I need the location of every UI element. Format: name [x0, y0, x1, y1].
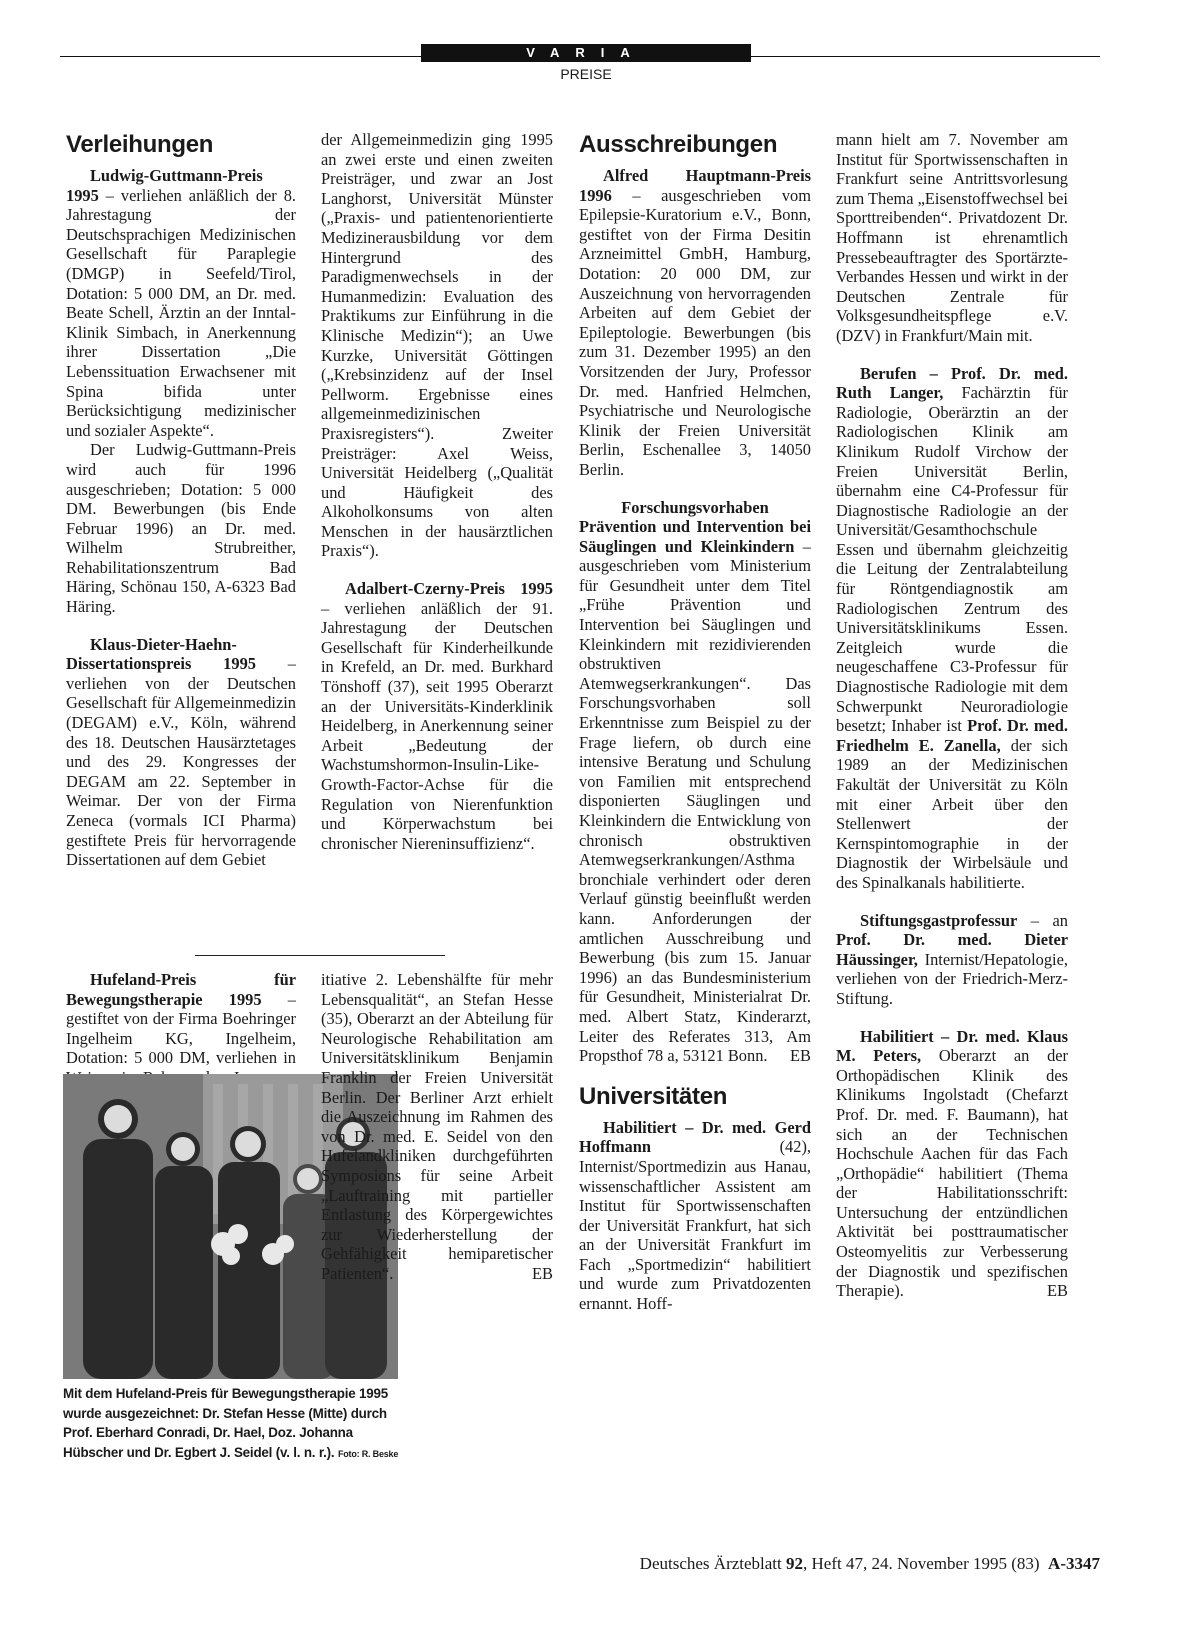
prize-title: Klaus-Dieter-Haehn-Dissertationspreis 1995: [66, 634, 256, 674]
journal-name: Deutsches Ärzteblatt: [639, 1554, 782, 1573]
paragraph: [66, 970, 296, 1088]
paragraph-text: der sich 1989 an der Medizinischen Fakultät der Universität zu Köln mit einer Arbeit über den Stellenwert der Kernspintomographie in der Diagnostik der Wirbelsäule und des Spinalkanals habilitierte.: [836, 735, 1068, 892]
column-1: [66, 130, 296, 870]
column-4: [836, 130, 1068, 1301]
paragraph-text: – gestiftet von der Firma Boehringer Ingelheim KG, Ingelheim, Dotation: 5 000 DM, verliehen in: [66, 989, 296, 1068]
hufeland-intro: [66, 970, 296, 1088]
prize-title: Prävention und Intervention bei Säuglingen und Kleinkindern: [579, 517, 811, 556]
paragraph: Der Ludwig-Guttmann-Preis wird auch für 1996 ausgeschrieben; Dotation: 5 000 DM. Bewerbungen (bis Ende Februar 1996) an Dr. med. Wilhelm Strubreither, Rehabilitationszentrum Bad Häring, Schönau 150, A-6323 Bad Häring.: [66, 440, 296, 617]
paragraph-text: – an: [1030, 910, 1068, 930]
paragraph: [836, 1027, 1068, 1301]
paragraph: [579, 517, 811, 1066]
author-sign: EB: [790, 1046, 811, 1066]
photo-caption: [63, 1384, 408, 1464]
journal-volume: 92: [786, 1554, 804, 1573]
caption-text: Mit dem Hufeland-Preis für Bewegungstherapie 1995 wurde ausgezeichnet: Dr. Stefan Hesse (Mitte) durch Prof. Eberhard Conradi, Dr. Hael, Doz. Johanna Hübscher und Dr. Egbert J. Seidel (v. l. n. r.).: [63, 1386, 389, 1460]
page-footer: [640, 1554, 1100, 1574]
paragraph: mann hielt am 7. November am Institut für Sportwissenschaften in Frankfurt seine Antrittsvorlesung zum Thema „Eisenstoffwechsel bei Sporttreibenden“. Privatdozent Dr. Hoffmann ist ehrenamtlich Pressebeauftragter des Sportärzte-Verbandes Hessen und wirkt in der Deutschen Zentrale für Volksgesundheitspflege e.V. (DZV) in Frankfurt/Main mit.: [836, 130, 1068, 345]
person-title: Habilitiert – Dr. med. Gerd Hoffmann: [579, 1117, 811, 1157]
column-3: [579, 130, 811, 1314]
paragraph: [66, 166, 296, 440]
hufeland-continued: [321, 970, 553, 1284]
person-title: Habilitiert – Dr. med. Klaus M. Peters,: [836, 1026, 1068, 1066]
author-sign: EB: [1047, 1281, 1068, 1301]
paragraph: [321, 970, 553, 1284]
person-name: Prof. Dr. med. Friedhelm E. Zanella,: [836, 716, 1068, 755]
column-2: [321, 130, 553, 853]
photo-credit: Foto: R. Beske: [337, 1448, 399, 1459]
paragraph-text: – verliehen anläßlich der 91. Jahrestagung der Deutschen Gesellschaft für Kinderheilkunde in Krefeld, an Dr. med. Burkhard Tönshoff (37), seit 1995 Oberarzt an der Universitäts-Kinderklinik Heidelberg, in Anerkennung seiner Arbeit „Bedeutung der Wachstumshormon-Insulin-Like-Growth-Factor-Achse für die Regulation von Nierenfunktion und Körperwachstum bei chronischer Niereninsuffizienz“.: [321, 598, 553, 853]
heading-verleihungen: Verleihungen: [66, 131, 214, 158]
subheading: Forschungsvorhaben: [621, 497, 769, 517]
paragraph-text: – verliehen von der Deutschen Gesellschaft für Allgemeinmedizin (DEGAM) e.V., Köln, während des 18. Deutschen Hausärztetages und des 29. Kongresses der DEGAM am 22. September in Weimar. Der von der Firma Zeneca (vormals ICI Pharma) gestiftete Preis für hervorragende Dissertationen auf dem Gebiet: [66, 654, 296, 870]
paragraph: [579, 1118, 811, 1314]
prize-title: Stiftungsgastprofessur: [860, 910, 1018, 930]
paragraph: [66, 635, 296, 870]
page-number: A-3347: [1048, 1554, 1100, 1573]
subsection-label: PREISE: [560, 66, 612, 82]
paragraph: [321, 579, 553, 853]
paragraph: [579, 166, 811, 480]
divider: [195, 955, 445, 956]
prize-title: Ludwig-Guttmann-Preis 1995: [66, 166, 263, 205]
paragraph-text: – ausgeschrieben vom Epilepsie-Kuratorium e.V., Bonn, gestiftet von der Firma Desitin Arzneimittel GmbH, Hamburg, Dotation: 20 000 DM, zur Auszeichnung von hervorragenden Arbeiten auf dem Gebiet der Epileptologie. Bewerbungen (bis zum 31. Dezember 1995) an den Vorsitzenden der Jury, Professor Dr. med. Hanfried Helmchen, Psychiatrische und Neurologische Klinik der Freien Universität Berlin, Eschenallee 3, 14050 Berlin.: [579, 185, 811, 479]
paragraph-text: – ausgeschrieben vom Ministerium für Gesundheit unter dem Titel „Frühe Prävention und Intervention bei Säuglingen und Kleinkindern mit rezidivierenden obstruktiven Atemwegserkrankungen“. Das Forschungsvorhaben soll Erkenntnisse zum Beispiel zu der Frage liefern, ob durch eine intensive Beratung und Schulung von Familien mit entsprechend disponierten Säuglingen und Kleinkindern die Entwicklung von chronisch obstruktiven Atemwegserkrankungen/Asthma bronchiale verhindert oder deren Verlauf günstig beeinflußt werden kann. Anforderungen der amtlichen Ausschreibung und Bewerbung (bis zum 15. Januar 1996) an das Bundesministerium für Gesundheit, Ministerialrat Dr. med. Albert Statz, Kinderarzt, Leiter des Referates 313, Am Propsthof 78 a, 53121 Bonn.: [579, 536, 811, 1066]
paragraph: [836, 911, 1068, 1009]
prize-title: Adalbert-Czerny-Preis 1995: [345, 579, 553, 599]
paragraph-text: Oberarzt an der Orthopädischen Klinik des Klinikums Ingolstadt (Chefarzt Prof. Dr. med. F. Baumann), hat sich an der Technischen Hochschule Aachen für das Fach „Orthopädie“ habilitiert (Thema der Habilitationsschrift: Untersuchung der entzündlichen Aktivität bei posttraumatischer Osteomyelitis zur Verbesserung der Diagnostik und spezifischen Therapie).: [836, 1046, 1068, 1301]
heading-ausschreibungen: Ausschreibungen: [579, 131, 778, 158]
paragraph: der Allgemeinmedizin ging 1995 an zwei erste und einen zweiten Preisträger, und zwar an Jost Langhorst, Universität Münster („Praxis- und patientenorientierte Medizinerausbildung vor dem Hintergrund des Paradigmenwechsels in der Humanmedizin: Evaluation des Praktikums zur Einführung in die Klinische Medizin“); an Uwe Kurzke, Universität Göttingen („Krebsinzidenz auf der Insel Pellworm. Ergebnisse eines allgemeinmedizinischen Praxisregisters“). Zweiter Preisträger: Axel Weiss, Universität Heidelberg („Qualität und Häufigkeit des Alkoholkonsums von alten Menschen in der hausärztlichen Praxis“).: [321, 130, 553, 561]
heading-universitaeten: Universitäten: [579, 1082, 728, 1110]
paragraph-text: itiative 2. Lebenshälfte für mehr Lebensqualität“, an Stefan Hesse (35), Oberarzt an der Abteilung für Neurologische Rehabilitation am Universitätsklinikum Benjamin Franklin der Freien Universität Berlin. Der Berliner Arzt erhielt die Auszeichnung im Rahmen des von Dr. med. E. Seidel von den Hufelandkliniken durchgeführten Symposions für seine Arbeit „Lauftraining mit partieller Entlastung des Körpergewichtes zur Wiederherstellung der Gehfähigkeit hemiparetischer Patienten“.: [321, 970, 553, 1283]
author-sign: EB: [532, 1263, 553, 1283]
issue-info: , Heft 47, 24. November 1995 (83): [803, 1554, 1040, 1573]
person-title: Berufen – Prof. Dr. med. Ruth Langer,: [836, 363, 1068, 403]
prize-title: Alfred Hauptmann-Preis 1996: [579, 166, 811, 205]
paragraph: [836, 364, 1068, 893]
section-banner: VARIA: [421, 44, 751, 62]
paragraph-text: Fachärztin für Radiologie, Oberärztin an der Radiologischen Klinik am Klinikum Rudolf Virchow der Freien Universität Berlin, übernahm eine C4-Professur für Diagnostische Radiologie an der Universität/Gesamthochschule Essen und übernahm gleichzeitig die Leitung der Zentralabteilung für Röntgendiagnostik am Radiologischen Zentrum des Universitätsklinikums Essen. Zeitgleich wurde die neugeschaffene C3-Professur für Diagnostische Radiologie mit dem Schwerpunkt Neuroradiologie besetzt; Inhaber ist: [836, 383, 1068, 736]
paragraph-text: Internist/Hepatologie, verliehen von der Friedrich-Merz-Stiftung.: [836, 949, 1068, 1008]
prize-title: Hufeland-Preis für Bewegungstherapie 1995: [66, 970, 296, 1009]
paragraph-text: (42), Internist/Sportmedizin aus Hanau, wissenschaftlicher Assistent am Institut für Sportwissenschaften der Universität Frankfurt, hat sich an der Universität Frankfurt im Fach „Sportmedizin“ habilitiert und wurde zum Privatdozenten ernannt. Hoff-: [579, 1137, 811, 1314]
paragraph-text: – verliehen anläßlich der 8. Jahrestagung der Deutschsprachigen Medizinischen Gesellschaft für Paraplegie (DMGP) in Seefeld/Tirol, Dotation: 5 000 DM, an Dr. med. Beate Schell, Ärztin an der Inntal-Klinik Simbach, in Anerkennung ihrer Dissertation „Die Lebenssituation Erwachsener mit Spina bifida unter Berücksichtigung medizinischer und sozialer Aspekte“.: [66, 185, 296, 440]
person-name: Prof. Dr. med. Dieter Häussinger,: [836, 930, 1068, 969]
